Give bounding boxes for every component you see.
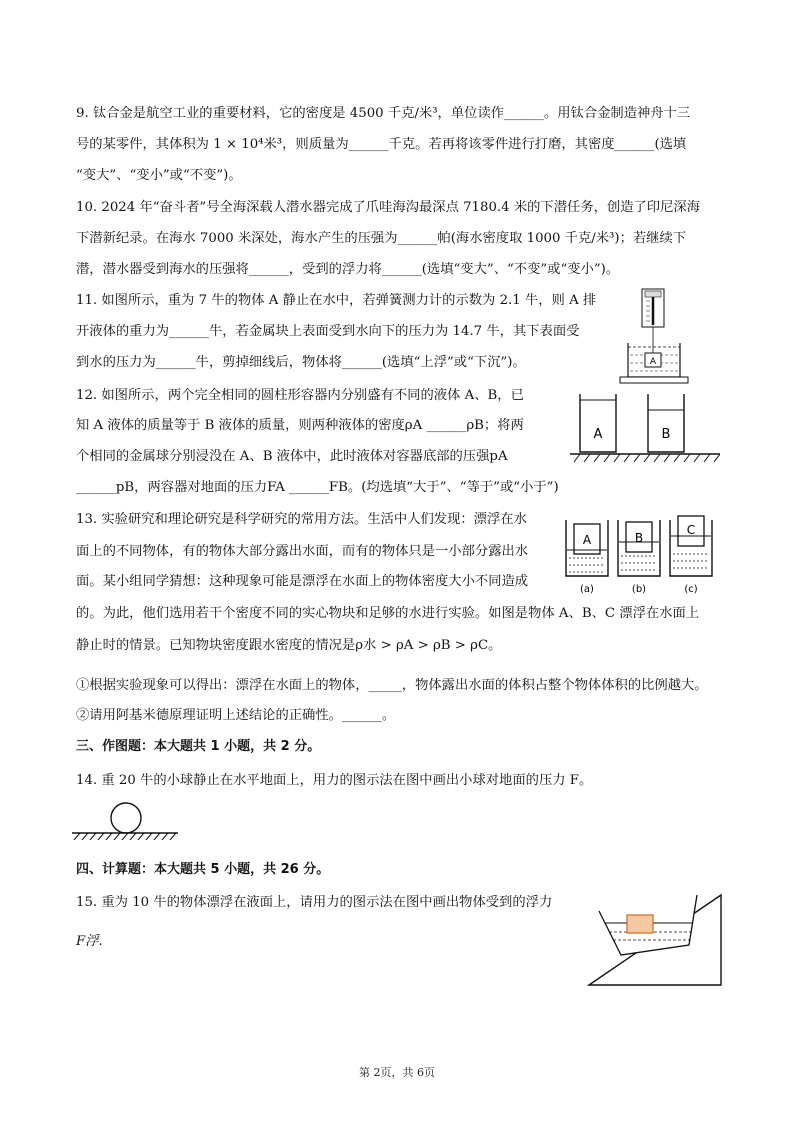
- q13-fig-block-c: C: [686, 523, 696, 537]
- q13-sub1: ①根据实验现象可以得出：漂浮在水面上的物体，_____，物体露出水面的体积占整个物体体积的比例越大。: [76, 678, 708, 693]
- q12-fig-label-a: A: [593, 427, 603, 442]
- q11-spring-scale-figure: [610, 285, 692, 385]
- q12-line4: ______pB，两容器对地面的压力FA ______FB。(均选填“大于”、“等于”或“小于”): [76, 480, 559, 495]
- q14-text: 14. 重 20 牛的小球静止在水平地面上，用力的图示法在图中画出小球对地面的压力 F。: [76, 773, 593, 788]
- q13-fig-caption-b: (b): [631, 584, 647, 595]
- q13-sub2: ②请用阿基米德原理证明上述结论的正确性。______。: [76, 708, 396, 723]
- q13-line1: 13. 实验研究和理论研究是科学研究的常用方法。生活中人们发现：漂浮在水: [76, 512, 527, 527]
- section-3-heading: 三、作图题：本大题共 1 小题，共 2 分。: [76, 739, 321, 754]
- q11-line3: 到水的压力为______牛，剪掉细线后，物体将______(选填“上浮”或“下沉”)。: [76, 355, 526, 370]
- q13-fig-caption-c: (c): [684, 584, 698, 595]
- q9-line2: 号的某零件，其体积为 1 × 10⁴米³，则质量为______千克。若再将该零件进行打磨，其密度______(选填: [76, 137, 687, 152]
- q12-line3: 个相同的金属球分别浸没在 A、B 液体中，此时液体对容器底部的压强pA: [76, 449, 508, 464]
- q11-fig-block-label: A: [649, 357, 657, 367]
- q14-ball-figure: [70, 800, 180, 840]
- q13-fig-block-b: B: [634, 531, 644, 545]
- q15-incline-figure: [585, 885, 735, 990]
- q11-line2: 开液体的重力为______牛，若金属块上表面受到水向下的压力为 14.7 牛，其下表面受: [76, 324, 580, 339]
- q10-line2: 下潜新纪录。在海水 7000 米深处，海水产生的压强为______帕(海水密度取 1000 千克/米³)；若继续下: [76, 231, 687, 246]
- q12-containers-figure: [570, 382, 720, 468]
- q15-line2: F浮.: [76, 934, 103, 949]
- q13-line2: 面上的不同物体，有的物体大部分露出水面，而有的物体只是一小部分露出水: [76, 544, 529, 559]
- q10-line1: 10. 2024 年“奋斗者”号全海深载人潜水器完成了爪哇海沟最深点 7180.4 米的下潜任务，创造了印尼深海: [76, 200, 700, 215]
- q13-line3: 面。某小组同学猜想：这种现象可能是漂浮在水面上的物体密度大小不同造成: [76, 574, 529, 589]
- q13-floating-blocks-figure: [560, 510, 720, 600]
- q10-line3: 潜，潜水器受到海水的压强将______，受到的浮力将______(选填“变大”、“不变”或“变小”)。: [76, 262, 620, 277]
- q12-line2: 知 A 液体的质量等于 B 液体的质量，则两种液体的密度ρA ______ρB；将两: [76, 418, 524, 433]
- q11-line1: 11. 如图所示，重为 7 牛的物体 A 静止在水中，若弹簧测力计的示数为 2.1 牛，则 A 排: [76, 293, 597, 308]
- q9-line1: 9. 钛合金是航空工业的重要材料，它的密度是 4500 千克/米³，单位读作______。用钛合金制造神舟十三: [76, 106, 691, 121]
- q12-fig-label-b: B: [661, 427, 671, 442]
- page-footer: 第 2页，共 6页: [359, 1066, 435, 1079]
- q12-line1: 12. 如图所示，两个完全相同的圆柱形容器内分别盛有不同的液体 A、B，已: [76, 388, 524, 403]
- q15-line1: 15. 重为 10 牛的物体漂浮在液面上，请用力的图示法在图中画出物体受到的浮力: [76, 895, 553, 910]
- section-4-heading: 四、计算题：本大题共 5 小题，共 26 分。: [76, 862, 330, 877]
- q13-line5: 静止时的情景。已知物块密度跟水密度的情况是ρ水 > ρA > ρB > ρC。: [76, 638, 502, 653]
- q13-fig-block-a: A: [582, 533, 592, 547]
- q13-fig-caption-a: (a): [580, 584, 594, 595]
- q15-floating-block: [627, 915, 653, 933]
- q9-line3: “变大”、“变小”或“不变”)。: [76, 168, 242, 183]
- q13-line4: 的。为此，他们选用若干个密度不同的实心物块和足够的水进行实验。如图是物体 A、B、C 漂浮在水面上: [76, 606, 700, 621]
